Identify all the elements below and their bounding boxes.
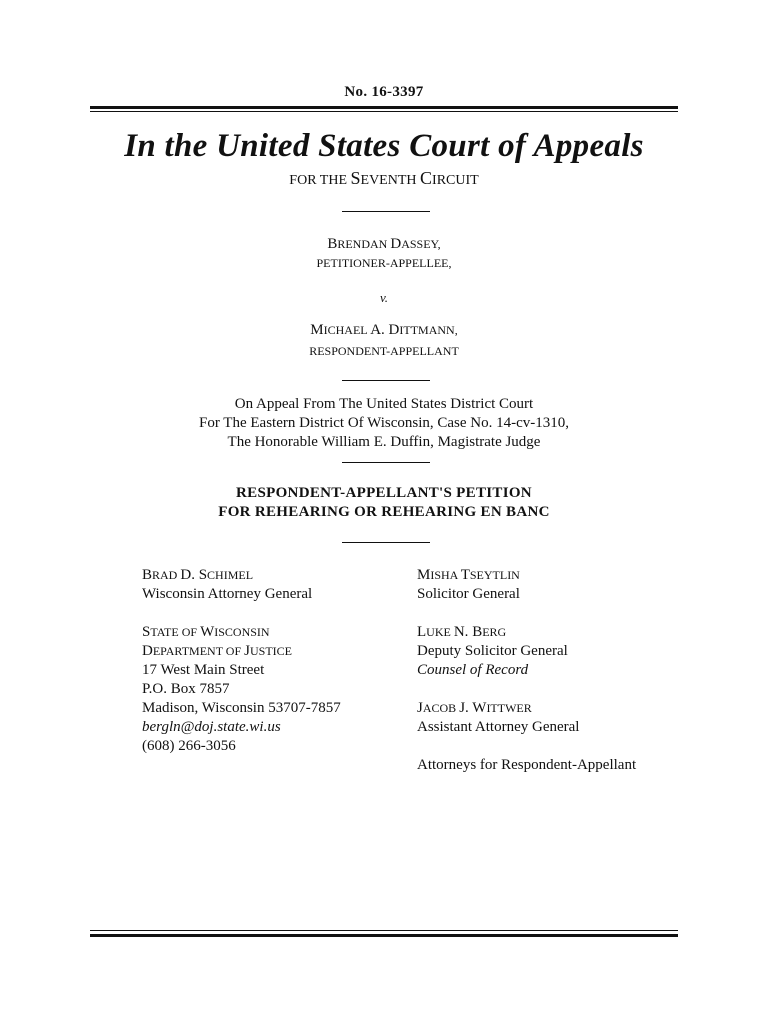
- wittwer-block: [417, 699, 687, 737]
- tseytlin-isha: ISHA: [430, 568, 461, 582]
- right-attorney-column: [417, 566, 687, 775]
- circuit-s: S: [350, 168, 361, 188]
- respondent-first-rest: ICHAEL: [323, 323, 371, 337]
- dept-w: W: [200, 624, 215, 640]
- petitioner-role: PETITIONER-APPELLEE,: [316, 256, 452, 270]
- wittwer-j: J: [417, 700, 423, 716]
- dept-line-2: [142, 642, 392, 661]
- schimel-name-rad: RAD: [152, 568, 181, 582]
- schimel-title: Wisconsin Attorney General: [142, 586, 313, 602]
- berg-erg: ERG: [482, 625, 507, 639]
- respondent-last-initial: D: [388, 322, 400, 338]
- top-thin-rule: [90, 111, 678, 112]
- respondent-name: [0, 322, 768, 339]
- attorneys-for: Attorneys for Respondent-Appellant: [417, 757, 637, 773]
- dept-line-1: [142, 623, 392, 642]
- appeal-line-3: The Honorable William E. Duffin, Magistrate Judge: [227, 434, 541, 450]
- schimel-block: [142, 566, 392, 604]
- wittwer-jm: J.: [459, 700, 473, 716]
- divider-2: [342, 380, 430, 381]
- tseytlin-block: [417, 566, 687, 604]
- schimel-name-d: D.: [180, 567, 199, 583]
- city: Madison, Wisconsin 53707-7857: [142, 700, 341, 716]
- dept-isconsin: ISCONSIN: [214, 625, 270, 639]
- email: bergln@doj.state.wi.us: [142, 719, 281, 735]
- versus: v.: [379, 290, 389, 305]
- wittwer-name: [417, 699, 687, 718]
- court-title: In the United States Court of Appeals: [124, 128, 644, 164]
- case-number: No. 16-3397: [344, 84, 424, 100]
- appeal-info: [0, 395, 768, 452]
- wittwer-title: Assistant Attorney General: [417, 719, 580, 735]
- dept-d: D: [142, 643, 153, 659]
- schimel-name-s: S: [198, 567, 208, 583]
- berg-role: Counsel of Record: [417, 662, 529, 678]
- petitioner-last-rest: ASSEY,: [401, 237, 441, 251]
- tseytlin-name: [417, 566, 687, 585]
- bottom-thin-rule: [90, 930, 678, 931]
- dept-j: J: [244, 643, 250, 659]
- dept-tate: TATE OF: [150, 625, 201, 639]
- petitioner-last-initial: D: [390, 236, 402, 252]
- petitioner-first-rest: RENDAN: [337, 237, 391, 251]
- wittwer-acob: ACOB: [422, 701, 460, 715]
- circuit-c: C: [420, 168, 433, 188]
- doj-address-block: [142, 623, 392, 756]
- tseytlin-seytlin: SEYTLIN: [469, 568, 520, 582]
- circuit-line: [0, 168, 768, 189]
- respondent-last-rest: ITTMANN,: [399, 323, 458, 337]
- top-thick-rule: [90, 106, 678, 109]
- divider-1: [342, 211, 430, 212]
- berg-b: B: [472, 624, 483, 640]
- schimel-name: [142, 566, 392, 585]
- bottom-thick-rule: [90, 934, 678, 937]
- street: 17 West Main Street: [142, 662, 265, 678]
- berg-title: Deputy Solicitor General: [417, 643, 568, 659]
- circuit-prefix: FOR THE: [289, 173, 351, 188]
- wittwer-ittwer: ITTWER: [486, 701, 532, 715]
- petitioner-name: [0, 236, 768, 253]
- schimel-name-b: B: [142, 567, 153, 583]
- petition-line-1: RESPONDENT-APPELLANT'S PETITION: [236, 485, 532, 501]
- appeal-line-2: For The Eastern District Of Wisconsin, Case No. 14-cv-1310,: [198, 415, 570, 431]
- berg-uke: UKE: [426, 625, 454, 639]
- tseytlin-m: M: [417, 567, 431, 583]
- dept-s: S: [142, 624, 151, 640]
- berg-l: L: [417, 624, 427, 640]
- wittwer-w: W: [472, 700, 487, 716]
- petition-line-2: FOR REHEARING OR REHEARING EN BANC: [218, 504, 550, 520]
- respondent-first-initial: M: [310, 322, 324, 338]
- tseytlin-t: T: [460, 567, 470, 583]
- petition-title: [0, 484, 768, 522]
- left-attorney-column: [142, 566, 392, 756]
- po-box: P.O. Box 7857: [142, 681, 230, 697]
- dept-epartment: EPARTMENT OF: [152, 644, 245, 658]
- divider-4: [342, 542, 430, 543]
- tseytlin-title: Solicitor General: [417, 586, 520, 602]
- appeal-line-1: On Appeal From The United States District Court: [234, 396, 534, 412]
- circuit-even: EVENTH: [360, 173, 421, 188]
- circuit-ircuit: IRCUIT: [432, 173, 479, 188]
- divider-3: [342, 462, 430, 463]
- schimel-name-chimel: CHIMEL: [207, 568, 254, 582]
- berg-name: [417, 623, 687, 642]
- berg-n: N.: [453, 624, 473, 640]
- respondent-role: RESPONDENT-APPELLANT: [309, 344, 459, 358]
- berg-block: [417, 623, 687, 680]
- respondent-middle: A.: [370, 322, 389, 338]
- petitioner-first-initial: B: [327, 236, 338, 252]
- dept-ustice: USTICE: [250, 644, 292, 658]
- phone: (608) 266-3056: [142, 738, 236, 754]
